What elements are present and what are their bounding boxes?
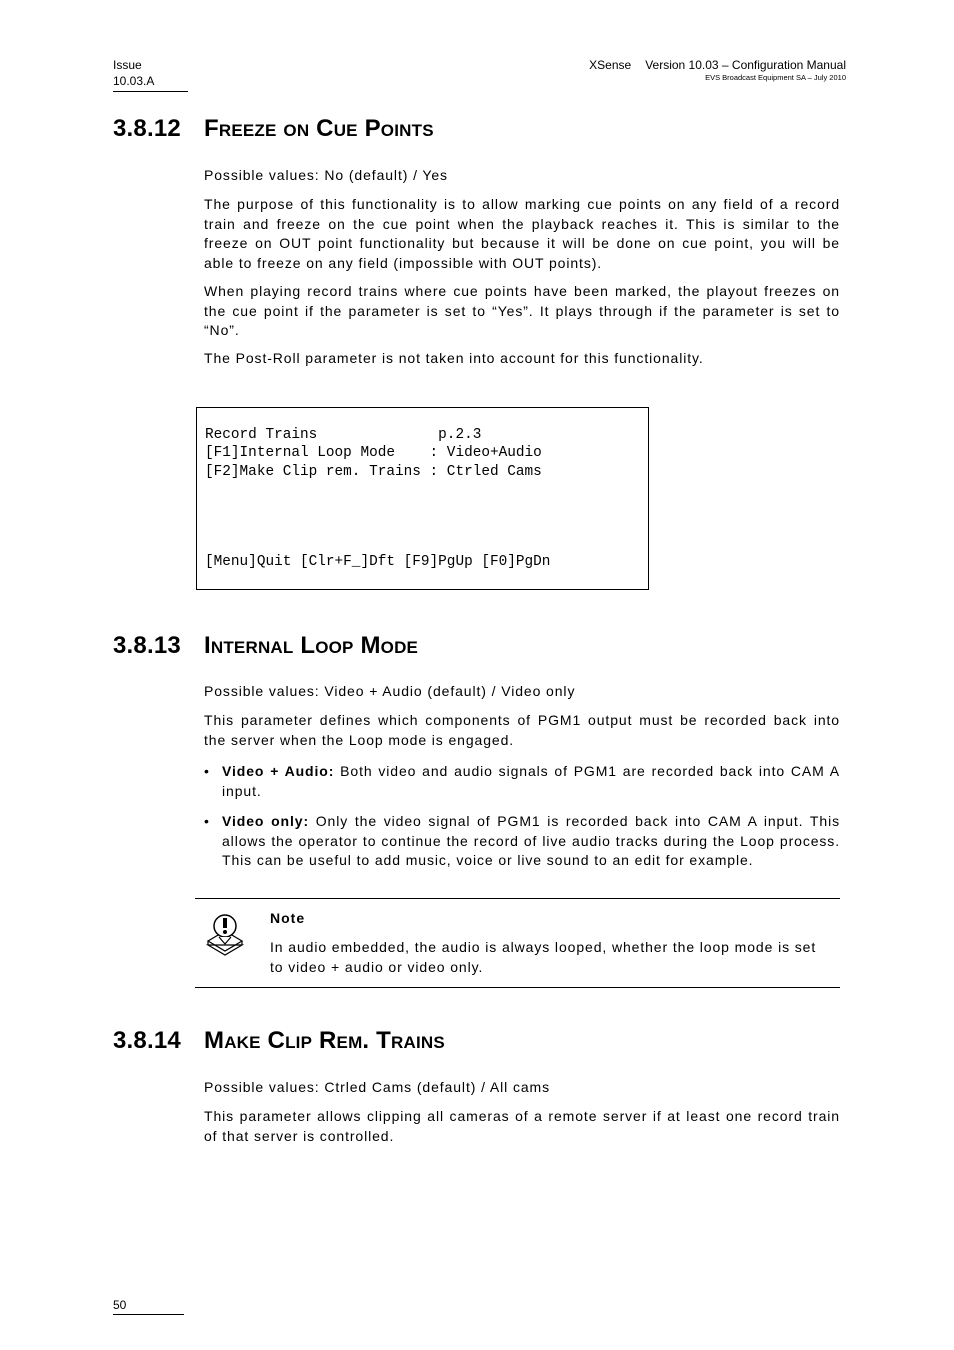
possible-values: Possible values: No (default) / Yes [204,167,448,183]
section-title: Internal Loop Mode [204,632,419,659]
bullet-symbol: • [204,813,210,829]
document-header [589,57,846,83]
note-warning-icon [205,911,245,957]
note-text: In audio embedded, the audio is always looped, whether the loop mode is set to video + audio or video only. [270,939,817,975]
issue-label: Issue [113,58,142,72]
publisher-line: EVS Broadcast Equipment SA – July 2010 [705,73,846,82]
paragraph: This parameter allows clipping all cameras of a remote server if at least one record train of that server is controlled. [204,1108,840,1144]
section-title: Make Clip Rem. Trains [204,1027,445,1054]
page-number: 50 [113,1297,184,1315]
note-box [195,898,840,988]
section-heading-3812 [113,115,434,143]
section-number: 3.8.13 [113,632,181,659]
section-title: Freeze on Cue Points [204,115,434,142]
bullet-term: Video + Audio: [222,763,335,779]
product-name: XSense [589,58,632,72]
bullet-text: Only the video signal of PGM1 is recorded back into CAM A input. This allows the operator to continue the record of live audio tracks during the Loop process. This can be useful to add music, voice or live sound to an edit for example. [222,813,840,868]
section-heading-3813 [113,632,418,660]
issue-block [113,57,188,92]
bullet-term: Video only: [222,813,310,829]
note-title: Note [270,910,306,926]
screen-line: Record Trains p.2.3 [205,427,482,443]
paragraph: This parameter defines which components of PGM1 output must be recorded back into the server when the Loop mode is engaged. [204,712,840,748]
manual-title: Version 10.03 – Configuration Manual [645,58,846,72]
bullet-text: Both video and audio signals of PGM1 are recorded back into CAM A input. [222,763,840,799]
paragraph: The Post-Roll parameter is not taken into account for this functionality. [204,350,704,366]
issue-number: 10.03.A [113,74,155,88]
bullet-symbol: • [204,763,210,779]
possible-values: Possible values: Ctrled Cams (default) / All cams [204,1079,550,1095]
section-number: 3.8.14 [113,1027,181,1054]
section-heading-3814 [113,1027,445,1055]
screen-footer: [Menu]Quit [Clr+F_]Dft [F9]PgUp [F0]PgDn [205,554,551,570]
paragraph: When playing record trains where cue points have been marked, the playout freezes on the cue point if the parameter is set to “Yes”. It plays through if the parameter is set to “No”. [204,283,840,338]
section-number: 3.8.12 [113,115,181,142]
possible-values: Possible values: Video + Audio (default) / Video only [204,683,576,699]
bullet-item [204,762,840,801]
screen-line: [F1]Internal Loop Mode : Video+Audio [205,445,542,461]
menu-screen-capture [196,407,649,590]
paragraph: The purpose of this functionality is to allow marking cue points on any field of a record train and freeze on the cue point when the playback reaches it. This is similar to the freeze on OUT point functionality but because it will be done on cue point, you will be able to freeze on any field (impossible with OUT points). [204,196,840,271]
screen-line: [F2]Make Clip rem. Trains : Ctrled Cams [205,464,542,480]
bullet-item [204,812,840,871]
